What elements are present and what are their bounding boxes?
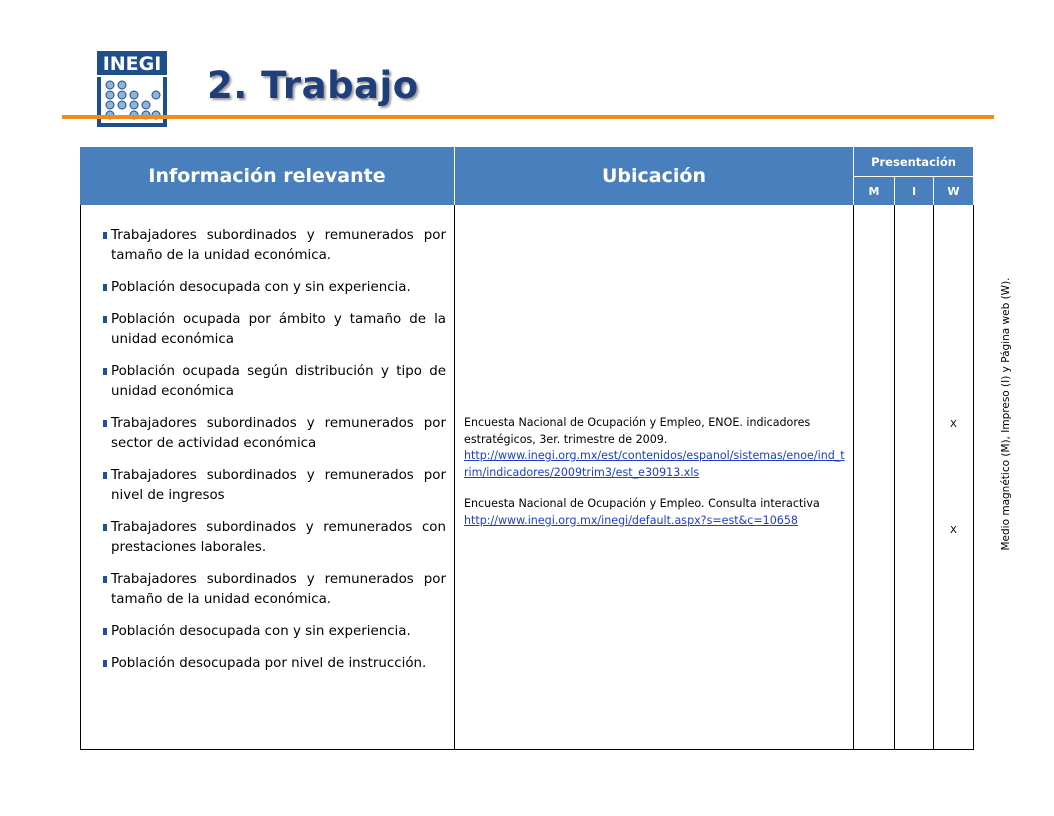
list-item: Trabajadores subordinados y remunerados por sector de actividad económica bbox=[102, 414, 446, 454]
header-presentacion: Presentación bbox=[854, 147, 973, 177]
list-item: Trabajadores subordinados y remunerados por nivel de ingresos bbox=[102, 466, 446, 506]
header-info-relevante: Información relevante bbox=[80, 147, 455, 205]
source-link[interactable]: http://www.inegi.org.mx/est/contenidos/espanol/sistemas/enoe/ind_trim/indicadores/2009trim3/est_e30913.xls bbox=[464, 449, 845, 479]
list-item: Población ocupada por ámbito y tamaño de la unidad económica bbox=[102, 310, 446, 350]
bullet-icon bbox=[103, 628, 107, 635]
list-item: Trabajadores subordinados y remunerados por tamaño de la unidad económica. bbox=[102, 570, 446, 610]
bullet-icon bbox=[103, 420, 107, 427]
header-m: M bbox=[854, 177, 895, 205]
presentation-legend bbox=[996, 263, 1010, 568]
bullet-icon bbox=[103, 368, 107, 375]
source-text: Encuesta Nacional de Ocupación y Empleo. Consulta interactiva bbox=[464, 497, 820, 510]
title-rule bbox=[62, 115, 994, 119]
bullet-icon bbox=[103, 316, 107, 323]
mark-w-2: X bbox=[950, 525, 957, 536]
bullet-icon bbox=[103, 284, 107, 291]
bullet-icon bbox=[103, 576, 107, 583]
legend-text: Medio magnético (M), Impreso (I) y Página web (W). bbox=[1000, 277, 1012, 551]
list-item: Trabajadores subordinados y remunerados con prestaciones laborales. bbox=[102, 518, 446, 558]
svg-text:INEGI: INEGI bbox=[102, 53, 162, 75]
list-item: Población desocupada con y sin experiencia. bbox=[102, 622, 446, 642]
header-ubicacion: Ubicación bbox=[455, 147, 854, 205]
header-w: W bbox=[934, 177, 973, 205]
column-divider bbox=[454, 205, 455, 750]
bullet-icon bbox=[103, 660, 107, 667]
list-item: Trabajadores subordinados y remunerados por tamaño de la unidad económica. bbox=[102, 226, 446, 266]
bullet-icon bbox=[103, 232, 107, 239]
header-i: I bbox=[895, 177, 934, 205]
bullet-icon bbox=[103, 472, 107, 479]
column-divider bbox=[933, 205, 934, 750]
list-item: Población ocupada según distribución y tipo de unidad económica bbox=[102, 362, 446, 402]
source-text: Encuesta Nacional de Ocupación y Empleo, ENOE. indicadores estratégicos, 3er. trimestre de 2009. bbox=[464, 416, 811, 446]
bullet-icon bbox=[103, 524, 107, 531]
info-table bbox=[80, 147, 973, 750]
column-divider bbox=[853, 205, 854, 750]
list-item: Población desocupada con y sin experiencia. bbox=[102, 278, 446, 298]
column-divider bbox=[894, 205, 895, 750]
list-item: Población desocupada por nivel de instrucción. bbox=[102, 654, 446, 674]
info-list bbox=[102, 226, 446, 674]
ubicacion-cell bbox=[464, 415, 849, 529]
page-title: 2. Trabajo bbox=[207, 64, 419, 107]
source-link[interactable]: http://www.inegi.org.mx/inegi/default.aspx?s=est&c=10658 bbox=[464, 513, 798, 527]
mark-w-1: X bbox=[950, 419, 957, 430]
